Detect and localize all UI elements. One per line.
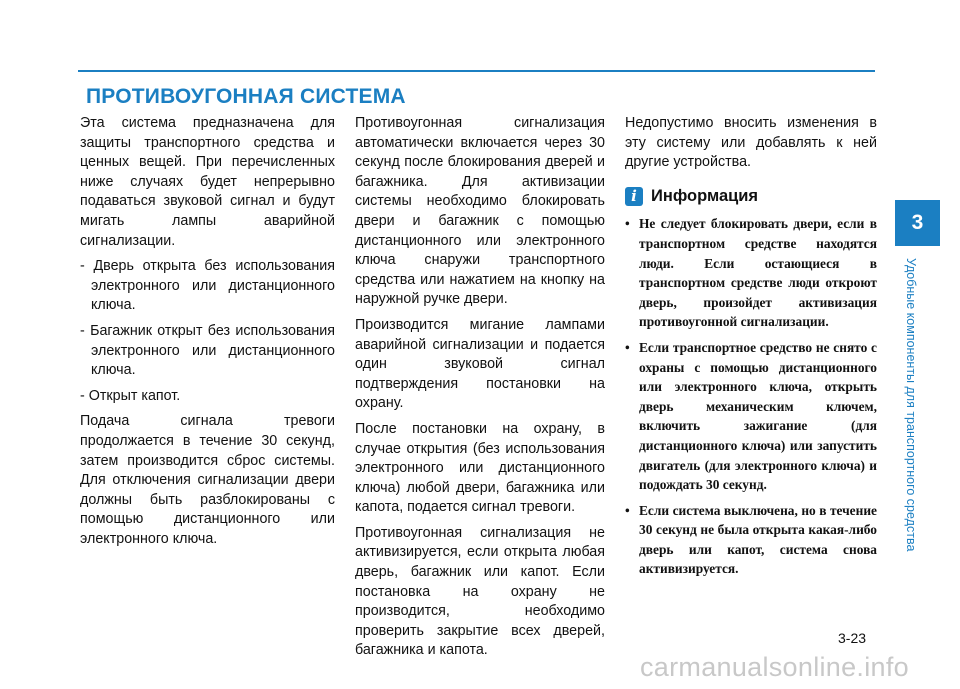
not-armed-paragraph: Противоугонная сигнализация не активизируется, если открыта любая дверь, багажник или капот. Если постановка на охрану не производится, необходимо проверить закрытие всех дверей, багажника и капота. — [355, 524, 605, 659]
header-divider — [78, 70, 875, 72]
info-bullet-text: Если система выключена, но в течение 30 секунд не была открыта какая-либо дверь или капот, система снова активизируется. — [639, 502, 877, 577]
trigger-item: - Дверь открыта без использования электронного или дистанционного ключа. — [80, 258, 335, 314]
bullet-glyph: • — [625, 216, 630, 232]
trigger-item: - Открыт капот. — [80, 387, 181, 404]
armed-paragraph: После постановки на охрану, в случае открытия (без использования электронного или дистанционного ключа) любой двери, багажника или капота, подается сигнал тревоги. — [355, 420, 605, 516]
info-header — [625, 187, 877, 207]
info-bullet — [625, 214, 877, 332]
info-bullet-text: Не следует блокировать двери, если в транспортном средстве находятся люди. Если остающиеся в транспортном средстве люди откроют дверь, произойдет активизация противоугонной сигнализации. — [639, 216, 877, 330]
trigger-item: - Багажник открыт без использования электронного или дистанционного ключа. — [80, 322, 335, 379]
modification-warning: Недопустимо вносить изменения в эту систему или добавлять к ней другие устройства. — [625, 115, 877, 171]
info-bullet — [625, 338, 877, 495]
page-number: 3-23 — [838, 630, 867, 646]
watermark: carmanualsonline.info — [640, 652, 909, 682]
info-bullet-list — [625, 214, 877, 579]
section-title: ПРОТИВОУГОННАЯ СИСТЕМА — [86, 85, 406, 108]
info-bullet — [625, 501, 877, 579]
column-1 — [80, 114, 335, 555]
alarm-duration-paragraph: Подача сигнала тревоги продолжается в течение 30 секунд, затем производится сброс системы. Для отключения сигнализации двери должны быть разблокированы с помощью дистанционного или электронного ключа. — [80, 413, 335, 547]
chapter-title-vertical: Удобные компоненты для транспортного средства — [904, 258, 918, 552]
info-icon: i — [625, 187, 643, 206]
info-title: Информация — [651, 186, 759, 205]
intro-paragraph: Эта система предназначена для защиты транспортного средства и ценных вещей. При перечисленных ниже случаях будет непрерывно подаваться звуковой сигнал и будут мигать лампы аварийной сигнализации. — [80, 115, 335, 249]
confirmation-paragraph: Производится мигание лампами аварийной сигнализации и подается один звуковой сигнал подтверждения постановки на охрану. — [355, 316, 605, 412]
bullet-glyph: • — [625, 339, 630, 355]
activation-paragraph: Противоугонная сигнализация автоматически включается через 30 секунд после блокирования дверей и багажника. Для активизации системы необходимо блокировать двери и багажник с помощью дистанционного или электронного ключа снаружи транспортного средства или нажатием на кнопку на наружной ручке двери. — [355, 115, 605, 308]
column-2 — [355, 114, 605, 667]
bullet-glyph: • — [625, 502, 630, 518]
info-bullet-text: Если транспортное средство не снято с охраны с помощью дистанционного или электронного ключа, открыть дверь механическим ключем, включить зажигание (для дистанционного ключа) или запустить двигатель (для электронного ключа) и подождать 30 секунд. — [639, 339, 877, 493]
column-3 — [625, 114, 877, 585]
chapter-tab: 3 — [895, 200, 940, 246]
